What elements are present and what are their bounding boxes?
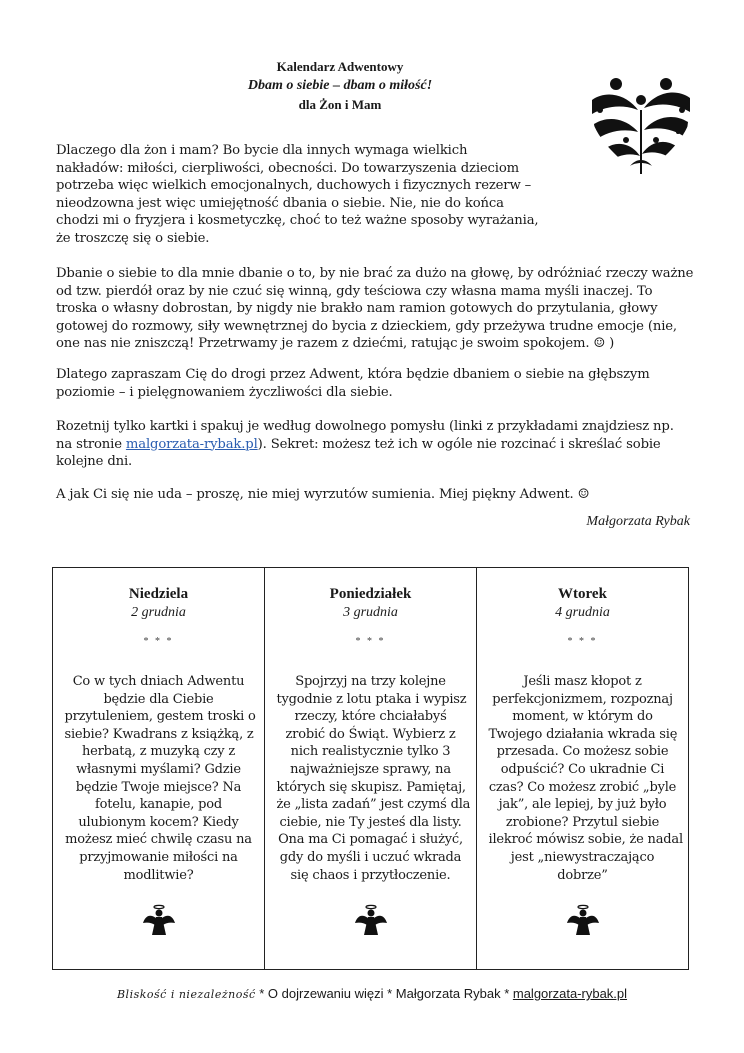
card-divider: * * * bbox=[567, 636, 598, 647]
text-line: modlitwie? bbox=[123, 867, 194, 883]
text-line: przyjmowanie miłości na bbox=[79, 849, 238, 865]
text-line: nakładów: miłości, cierpliwości, obecności. Do towarzyszenia dzieciom bbox=[56, 160, 520, 176]
angel-icon bbox=[141, 903, 177, 939]
text-line: A jak Ci się nie uda – proszę, nie miej wyrzutów sumienia. Miej piękny Adwent. ☺ bbox=[56, 487, 590, 502]
document-audience: dla Żon i Mam bbox=[298, 97, 382, 112]
text-line: Dlatego zapraszam Cię do drogi przez Adwent, która będzie dbaniem o siebie na głębszym bbox=[56, 367, 650, 382]
card-text bbox=[488, 673, 683, 884]
text-line: siebie? Kwadrans z książką, z bbox=[64, 726, 254, 742]
text-line: nich realistycznie tylko 3 bbox=[290, 744, 451, 760]
text-line: czas? Co możesz zrobić „byle bbox=[488, 779, 677, 795]
card-text bbox=[64, 673, 256, 884]
advent-card bbox=[477, 568, 688, 969]
text-line: Dlaczego dla żon i mam? Bo bycie dla innych wymaga wielkich bbox=[56, 143, 468, 158]
text-line: gdy do myśli i uczuć wkrada bbox=[279, 849, 462, 865]
text-line: chodzi mi o fryzjera i kosmetyczkę, choć to też ważne sposoby wyrażania, bbox=[56, 213, 539, 229]
text-line: rzeczy, które chciałabyś bbox=[294, 709, 447, 725]
advent-card bbox=[53, 568, 265, 969]
text-line: Rozetnij tylko kartki i spakuj je według dowolnego pomysłu (linki z przykładami znajdziesz np. bbox=[56, 419, 674, 434]
card-date: 4 grudnia bbox=[555, 605, 610, 620]
intro-paragraph-3 bbox=[56, 366, 650, 401]
document-subtitle: Dbam o siebie – dbam o miłość! bbox=[247, 78, 433, 93]
text-line: tygodnie z lotu ptaka i wypisz bbox=[276, 691, 467, 707]
intro-paragraph-2 bbox=[56, 265, 693, 353]
text-line: najważniejsze sprawy, na bbox=[290, 761, 451, 777]
text-line: potrzeba więc wielkich emocjonalnych, duchowych i fizycznych rezerw – bbox=[56, 178, 532, 194]
text-line: jak”, ale lepiej, by już było bbox=[498, 797, 667, 813]
text-line: poziomie – i pielęgnowaniem życzliwości dla siebie. bbox=[56, 384, 393, 400]
website-link[interactable]: malgorzata-rybak.pl bbox=[125, 436, 258, 452]
footer-website-link[interactable]: malgorzata-rybak.pl bbox=[512, 986, 628, 1001]
title-block bbox=[150, 57, 530, 114]
text-line: zrobione? Przytul siebie bbox=[505, 814, 660, 830]
text-line: przesada. Co możesz sobie bbox=[496, 744, 669, 760]
text-line: których się skupisz. Pamiętaj, bbox=[276, 779, 466, 795]
text-line: dobrze” bbox=[557, 867, 608, 883]
advent-cards-row bbox=[52, 567, 689, 970]
text-line: nieodzowna jest więc umiejętność dbania o siebie. Nie, nie do końca bbox=[56, 195, 504, 211]
text-line: Spojrzyj na trzy kolejne bbox=[295, 674, 446, 689]
text-fragment: na stronie bbox=[56, 436, 126, 452]
text-line bbox=[56, 436, 674, 454]
text-fragment: ). Sekret: możesz też ich w ogóle nie rozcinać i skreślać sobie bbox=[257, 436, 661, 452]
text-line: troska o własny dobrostan, by nigdy nie brakło nam ramion gotowych do przytulania, głowy bbox=[56, 301, 658, 317]
card-day: Wtorek bbox=[558, 586, 607, 602]
text-line: przytuleniem, gestem troski o bbox=[64, 709, 256, 725]
advent-card bbox=[265, 568, 477, 969]
intro-paragraph-1 bbox=[56, 142, 538, 248]
text-line: jest „niewystraczająco bbox=[510, 849, 655, 865]
text-line: się chaos i przytłoczenie. bbox=[290, 867, 451, 883]
card-date: 2 grudnia bbox=[131, 605, 186, 620]
document-title: Kalendarz Adwentowy bbox=[276, 59, 404, 74]
text-line: będzie dla Ciebie bbox=[103, 691, 214, 707]
text-line: kolejne dni. bbox=[56, 454, 133, 470]
card-divider: * * * bbox=[355, 636, 386, 647]
text-line: perfekcjonizmem, rozpoznaj bbox=[492, 691, 673, 707]
text-line: moment, w którym do bbox=[512, 709, 653, 725]
angel-icon bbox=[565, 903, 601, 939]
intro-paragraph-5 bbox=[56, 486, 589, 504]
text-line: ilekroć mówisz sobie, że nadal bbox=[488, 832, 683, 848]
text-line: Ona ma Ci pomagać i służyć, bbox=[278, 832, 463, 848]
text-line: odpuścić? Co ukradnie Ci bbox=[500, 761, 665, 777]
footer-text: * O dojrzewaniu więzi * Małgorzata Rybak * bbox=[255, 986, 513, 1001]
text-line: Jeśli masz kłopot z bbox=[523, 674, 642, 689]
page-footer bbox=[0, 986, 744, 1001]
text-line: gotowej do rozmowy, siły wewnętrznej do bycia z dzieckiem, gdy przeżywa trudne emocje (nie, bbox=[56, 318, 677, 334]
text-line: fotelu, kanapie, pod bbox=[94, 797, 222, 813]
card-day: Niedziela bbox=[128, 586, 189, 602]
text-line: herbatą, z muzyką czy z bbox=[81, 744, 236, 760]
angel-icon bbox=[353, 903, 389, 939]
text-line: ulubionym kocem? Kiedy bbox=[78, 814, 239, 830]
text-line: Twojego działania wkrada się bbox=[488, 726, 678, 742]
text-line: zrobić do Świąt. Wybierz z bbox=[285, 726, 456, 742]
text-line: że troszczę się o siebie. bbox=[56, 230, 210, 246]
card-date: 3 grudnia bbox=[343, 605, 398, 620]
text-line: Co w tych dniach Adwentu bbox=[72, 674, 245, 689]
text-line: możesz mieć chwilę czasu na bbox=[65, 832, 252, 848]
text-line: ciebie, nie Ty jesteś dla listy. bbox=[279, 814, 462, 830]
text-line: własnymi myślami? Gdzie bbox=[76, 761, 241, 777]
card-text bbox=[276, 673, 471, 884]
text-line: że „lista zadań” jest czymś dla bbox=[276, 797, 471, 813]
card-day: Poniedziałek bbox=[329, 586, 412, 602]
card-divider: * * * bbox=[143, 636, 174, 647]
text-line: Dbanie o siebie to dla mnie dbanie o to, by nie brać za dużo na głowę, by odróżniać rzeczy ważne bbox=[56, 266, 694, 281]
author-signature: Małgorzata Rybak bbox=[586, 514, 690, 529]
intro-paragraph-4 bbox=[56, 418, 674, 471]
text-line: od tzw. pierdół oraz by nie czuć się winną, gdy teściowa czy własna mama myśli inaczej. To bbox=[56, 283, 653, 299]
footer-script-brand: Bliskość i niezależność bbox=[116, 988, 256, 1001]
text-line: będzie Twoje miejsce? Na bbox=[75, 779, 242, 795]
ornamental-heart-icon bbox=[586, 70, 696, 182]
text-line: one nas nie zniszczą! Przetrwamy je razem z dziećmi, ratując je swoim spokojem. ☺ ) bbox=[56, 336, 615, 352]
